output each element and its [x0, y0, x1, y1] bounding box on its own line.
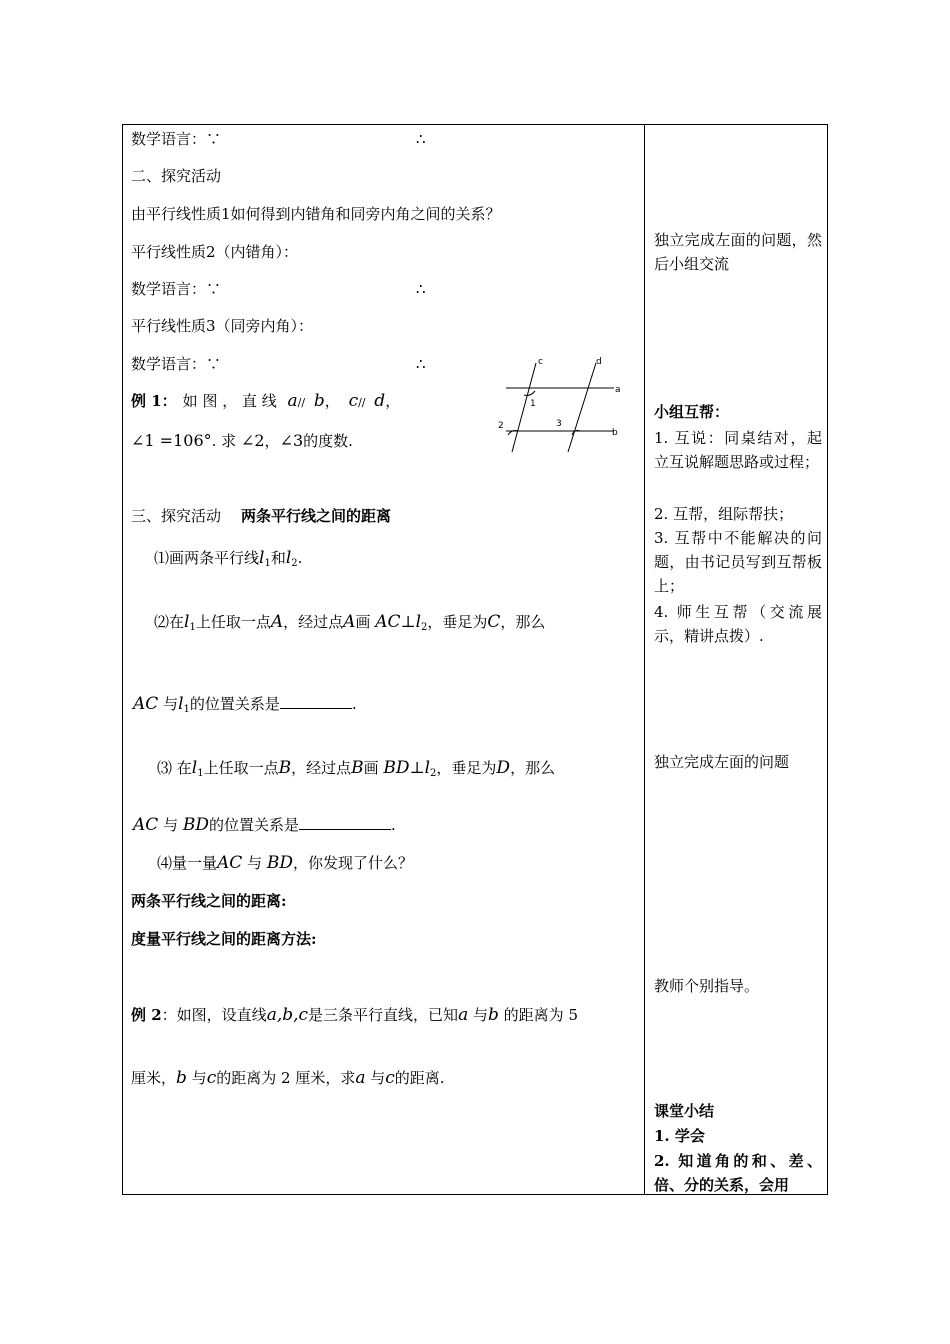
point-D: D: [496, 758, 511, 778]
summary-item-1: 1. 学会: [654, 1127, 705, 1145]
step-2-line-1: [154, 612, 545, 638]
example-2-label: 例 2: [131, 1006, 162, 1024]
summary-item-2: 2. 知道角的和、差、倍、分的关系，会用: [654, 1152, 822, 1194]
right-note-teacher: 教师个别指导。: [654, 977, 760, 995]
var-d: d: [374, 391, 386, 411]
section-3-label: 三、探究活动: [131, 507, 222, 525]
var-c: c: [206, 1068, 217, 1088]
example-1-end: 的度数.: [303, 432, 353, 450]
label-c: c: [538, 357, 543, 367]
step-3-line-1: [157, 758, 555, 784]
var-l: l: [424, 758, 431, 778]
point-A: A: [343, 612, 356, 632]
segment-BD: BD: [266, 853, 294, 873]
segment-AC: AC: [375, 612, 401, 632]
point-C: C: [487, 612, 501, 632]
angle-1-arc: [524, 391, 535, 396]
therefore-symbol: ∴: [416, 280, 426, 298]
distance-method-label: 度量平行线之间的距离方法:: [131, 930, 317, 948]
label-2: 2: [498, 421, 504, 431]
step-2-text: 的位置关系是: [189, 695, 280, 713]
example-2-text: 是三条平行直线，已知: [308, 1006, 459, 1024]
perpendicular-symbol: ⊥: [409, 758, 425, 777]
label-d: d: [596, 357, 602, 367]
step-3-text: 画: [363, 759, 379, 777]
comma: ，: [385, 392, 401, 410]
label-1: 1: [530, 399, 536, 409]
var-b: b: [488, 1005, 499, 1025]
therefore-symbol: ∴: [416, 130, 426, 148]
step-4-text: 与: [247, 854, 263, 872]
group-help-item-1: 1. 互说：同桌结对，起立互说解题思路或过程；: [654, 429, 822, 471]
step-2-line-2: [133, 694, 357, 720]
step-1-text: ⑴画两条平行线: [154, 549, 260, 567]
step-2-text: ，经过点: [283, 613, 344, 631]
question-text: 由平行线性质1如何得到内错角和同旁内角之间的关系？: [131, 205, 501, 223]
step-3-text: 上任取一点: [203, 759, 279, 777]
and-text: 与: [370, 1069, 386, 1087]
period: .: [297, 549, 303, 567]
step-3-text: ，垂足为: [436, 759, 497, 777]
example-2-text: 厘米，: [131, 1069, 177, 1087]
parallel-symbol: //: [297, 396, 306, 409]
step-2-text: ⑵在: [154, 613, 185, 631]
math-language-label: 数学语言：: [131, 280, 207, 298]
var-l: l: [184, 612, 190, 632]
step-4-text: ，你发现了什么？: [293, 854, 414, 872]
math-language-line-2: [131, 279, 221, 299]
subscript-1: 1: [264, 558, 271, 569]
step-3-text: 的位置关系是: [209, 816, 300, 834]
point-B: B: [351, 758, 364, 778]
property-2-label: 平行线性质2（内错角）：: [131, 243, 299, 261]
comma: ，: [264, 432, 280, 450]
group-help-item-3: 3. 互帮中不能解决的问题，由书记员写到互帮板上；: [654, 529, 822, 595]
example-2-text: 的距离.: [394, 1069, 445, 1087]
segment-AC: AC: [217, 853, 243, 873]
step-2-text: 与: [163, 695, 179, 713]
answer-blank[interactable]: [299, 815, 391, 830]
label-3: 3: [556, 419, 562, 429]
var-b: b: [313, 391, 325, 411]
var-l: l: [415, 612, 421, 632]
lesson-table: [122, 124, 828, 1195]
var-a: a: [458, 1005, 469, 1025]
var-c: c: [348, 391, 359, 411]
column-divider: [644, 124, 645, 1195]
group-help-item-2: 2. 互帮，组际帮扶；: [654, 505, 794, 523]
example-1-line-1: [131, 391, 400, 413]
math-language-label: 数学语言：: [131, 130, 207, 148]
and-text: 和: [270, 549, 286, 567]
var-l: l: [285, 548, 292, 568]
step-3-text: ⑶ 在: [157, 759, 192, 777]
example-2-text: ：如图，设直线: [161, 1006, 267, 1024]
step-2-text: ，那么: [500, 613, 546, 631]
group-help-title: 小组互帮：: [654, 403, 730, 421]
step-2-text: ，垂足为: [427, 613, 488, 631]
point-A: A: [270, 612, 284, 632]
property-3-label: 平行线性质3（同旁内角）：: [131, 317, 314, 335]
label-b: b: [612, 428, 618, 438]
right-note-independent-group: 独立完成左面的问题，然后小组交流: [654, 231, 822, 273]
angle-2: ∠2: [240, 431, 265, 450]
example-1-text: 如 图 ， 直 线: [182, 392, 277, 410]
subscript-2: 2: [421, 622, 428, 633]
example-2-line-1: [131, 1005, 578, 1025]
math-language-line-1: [131, 129, 221, 149]
parallel-lines-figure: [494, 355, 624, 455]
step-2-text: 上任取一点: [195, 613, 271, 631]
subscript-1: 1: [197, 768, 204, 779]
right-note-independent: 独立完成左面的问题: [654, 753, 790, 771]
math-language-label: 数学语言：: [131, 355, 207, 373]
step-3-line-2: [133, 815, 396, 835]
section-2-title: 二、探究活动: [131, 167, 222, 185]
and-text: 与: [191, 1069, 207, 1087]
period: .: [391, 816, 396, 834]
parallel-symbol: //: [358, 396, 366, 409]
point-B: B: [278, 758, 292, 778]
section-3-topic: 两条平行线之间的距离: [241, 507, 392, 525]
segment-BD: BD: [182, 815, 209, 835]
subscript-2: 2: [291, 558, 298, 569]
math-language-line-3: [131, 354, 221, 374]
because-symbol: ∵: [206, 280, 222, 298]
subscript-1: 1: [183, 704, 190, 715]
var-c: c: [385, 1068, 395, 1088]
example-1-label: 例 1：: [131, 392, 177, 410]
label-a: a: [615, 385, 621, 395]
vars-abc: a,b,c: [266, 1005, 309, 1025]
var-a: a: [355, 1068, 366, 1088]
step-3-text: ，经过点: [291, 759, 352, 777]
group-help-item-4: 4. 师生互帮（交流展示，精讲点拨）.: [654, 603, 822, 645]
example-1-line-2: [131, 431, 353, 451]
summary-title: 课堂小结: [654, 1102, 715, 1120]
because-symbol: ∵: [206, 130, 222, 148]
period: .: [351, 695, 357, 713]
step-4: [157, 853, 413, 873]
perpendicular-symbol: ⊥: [400, 612, 416, 631]
example-2-line-2: [131, 1068, 445, 1088]
segment-AC: AC: [133, 694, 159, 714]
step-3-text: 与: [163, 816, 179, 834]
var-l: l: [178, 694, 184, 714]
angle-3: ∠3: [279, 431, 304, 450]
step-1: [154, 548, 302, 574]
section-3-title: [131, 506, 391, 526]
therefore-symbol: ∴: [416, 355, 426, 373]
example-1-ask: . 求: [211, 432, 237, 450]
var-a: a: [287, 391, 298, 411]
segment-AC: AC: [133, 815, 159, 835]
and-text: 与: [472, 1006, 488, 1024]
example-2-text: 的距离为 5: [503, 1006, 578, 1024]
var-b: b: [176, 1068, 187, 1088]
step-3-text: ，那么: [510, 759, 556, 777]
distance-definition-label: 两条平行线之间的距离:: [131, 892, 287, 910]
because-symbol: ∵: [206, 355, 222, 373]
angle-1-value: ∠1 =106°: [131, 431, 212, 450]
subscript-2: 2: [430, 768, 437, 779]
subscript-1: 1: [189, 622, 196, 633]
step-4-text: ⑷量一量: [157, 854, 218, 872]
var-l: l: [191, 758, 198, 778]
var-l: l: [259, 548, 265, 568]
example-2-text: 的距离为 2 厘米，求: [216, 1069, 356, 1087]
comma: ，: [324, 392, 340, 410]
answer-blank[interactable]: [280, 694, 352, 709]
line-d: [568, 363, 596, 452]
segment-BD: BD: [383, 758, 410, 778]
step-2-text: 画: [355, 613, 371, 631]
